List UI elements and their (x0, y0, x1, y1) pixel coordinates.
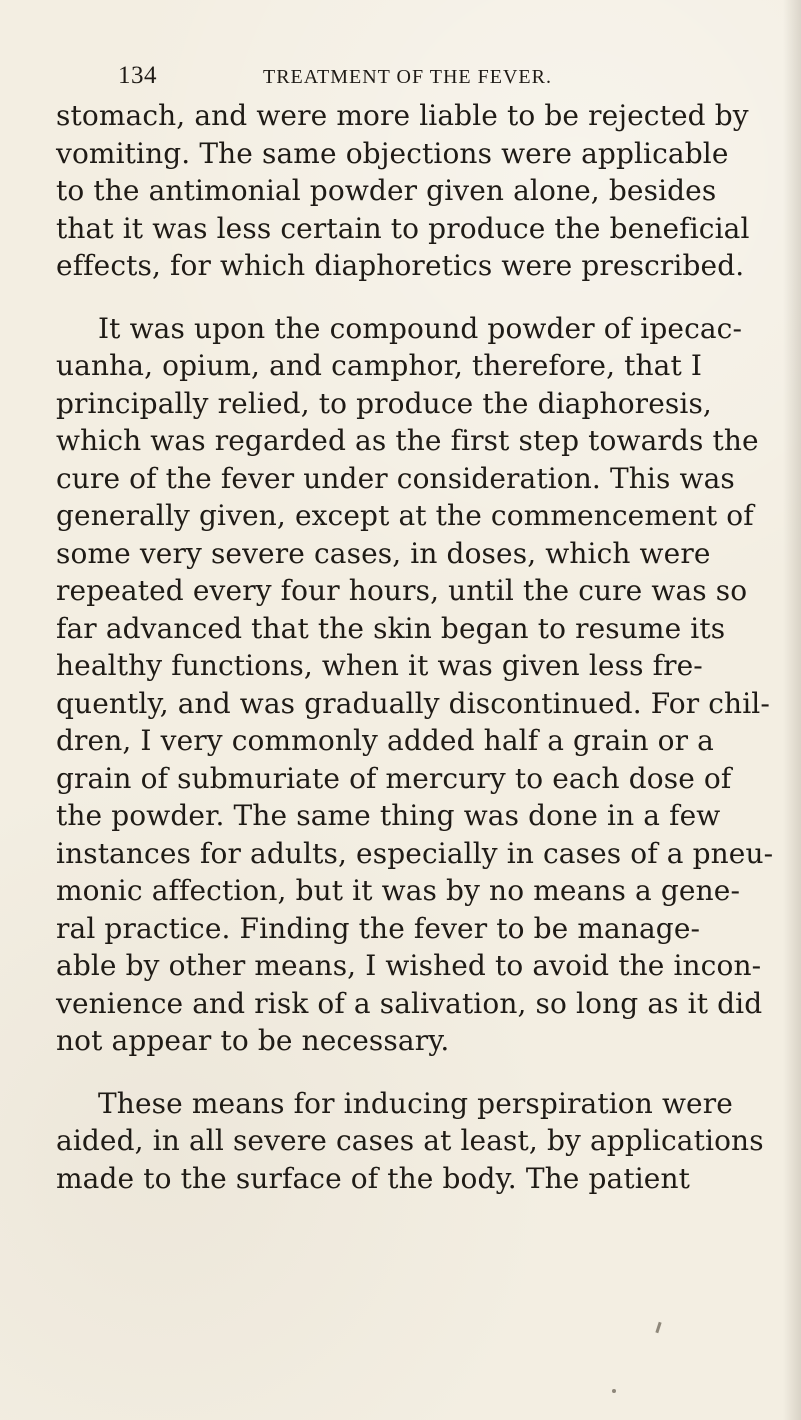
text-line: dren, I very commonly added half a grain or a (56, 724, 714, 757)
paragraph-spacing (56, 285, 779, 310)
text-line: instances for adults, especially in cases of a pneu- (56, 836, 774, 870)
text-line: These means for inducing perspiration were (98, 1086, 733, 1120)
text-line: grain of submuriate of mercury to each dose of (56, 761, 732, 795)
page-header (118, 62, 638, 96)
text-line: stomach, and were more liable to be rejected by (56, 99, 749, 132)
text-line: ral practice. Finding the fever to be manage- (56, 911, 701, 945)
text-line: made to the surface of the body. The patient (56, 1161, 691, 1195)
paragraph-spacing (56, 1060, 779, 1085)
text-line: It was upon the compound powder of ipecac- (98, 311, 743, 345)
text-line: which was regarded as the first step towards the (56, 424, 759, 457)
text-line: effects, for which diaphoretics were prescribed. (56, 249, 745, 282)
page-number: 134 (118, 62, 157, 89)
paragraph-2 (56, 310, 779, 1060)
text-line: monic affection, but it was by no means a gene- (56, 874, 741, 907)
text-line: quently, and was gradually discontinued. For chil- (56, 686, 770, 720)
text-line: aided, in all severe cases at least, by applications (56, 1124, 764, 1157)
text-line: vomiting. The same objections were applicable (56, 136, 729, 170)
text-line: not appear to be necessary. (56, 1024, 450, 1057)
text-line: repeated every four hours, until the cure was so (56, 574, 748, 607)
text-line: some very severe cases, in doses, which were (56, 536, 711, 570)
text-line: the powder. The same thing was done in a few (56, 799, 721, 832)
text-line: venience and risk of a salivation, so long as it did (56, 986, 763, 1020)
text-line: far advanced that the skin began to resume its (56, 611, 726, 645)
text-line: principally relied, to produce the diaphoresis, (56, 386, 712, 420)
text-line: that it was less certain to produce the beneficial (56, 211, 750, 245)
text-line: to the antimonial powder given alone, besides (56, 174, 717, 207)
text-line: generally given, except at the commencement of (56, 499, 754, 532)
text-line: able by other means, I wished to avoid the incon- (56, 949, 762, 982)
paragraph-3 (56, 1085, 779, 1198)
paragraph-1 (56, 97, 779, 285)
paper-speck-mark (612, 1389, 616, 1393)
text-line: cure of the fever under consideration. This was (56, 461, 735, 495)
running-head: TREATMENT OF THE FEVER. (263, 66, 552, 88)
text-line: uanha, opium, and camphor, therefore, that I (56, 349, 703, 382)
body-text (56, 97, 779, 1197)
page-edge-shadow (783, 0, 801, 1420)
text-line: healthy functions, when it was given less fre- (56, 649, 703, 682)
paper-speck-mark (655, 1322, 661, 1333)
